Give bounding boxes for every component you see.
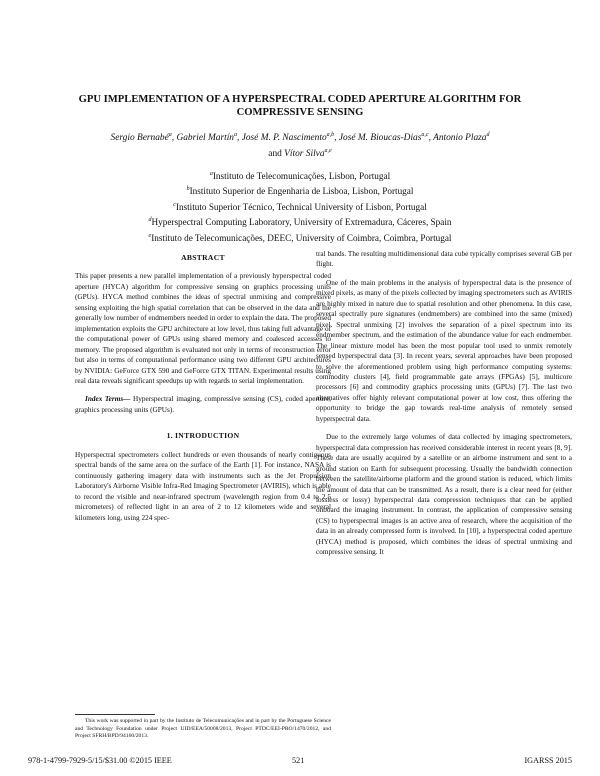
affiliation-item xyxy=(80,168,520,183)
affiliation-mark: d xyxy=(148,217,152,224)
affiliation-text: Instituto de Telecomunicações, Lisbon, Portugal xyxy=(212,171,391,182)
title-line-2: COMPRESSIVE SENSING xyxy=(236,107,364,118)
introduction-heading: 1. INTRODUCTION xyxy=(166,431,240,441)
affiliation-text: Hyperspectral Computing Laboratory, University of Extremadura, Cáceres, Spain xyxy=(151,217,452,228)
author-affil-mark: a,b xyxy=(326,132,335,138)
body-paragraph: Due to the extremely large volumes of data collected by imaging spectrometers, hyperspectral data compression has received considerable interest in recent years [8, 9]. These data are usually acquired by a satellite or an airborne instrument and sent to a ground station on Earth for subsequent processing. Usually the bandwidth connection between the satellite/airborne platform and the ground station is reduced, which limits the amount of data that can be transmitted. As a result, there is a clear need for (either lossless or lossy) hyperspectral data compression techniques that can be applied onboard the imaging instrument. In contrast, the application of compressive sensing (CS) to hyperspectral images is an active area of research, where the acquisition of the data in an already compressed form is involved. In [10], a hyperspectral coded aperture (HYCA) method is proposed, which combines the ideas of spectral unmixing and compressive sensing. It xyxy=(316,433,572,557)
affiliation-item xyxy=(80,183,520,198)
author-joiner: and xyxy=(268,149,282,160)
left-column xyxy=(75,253,331,523)
affiliation-mark: a xyxy=(209,171,213,177)
footnote: This work was supported in part by the Instituto de Telecomunicações and in part by the Portuguese Science and Technology Foundation under Project UID/EEA/50008/2013, Project PTDC/EEI-PRO/1470/2012, and Project SFRH/BPD/94160/2013. xyxy=(75,718,331,739)
affiliation-mark: e xyxy=(148,232,152,239)
author-affil-mark: a xyxy=(168,132,172,138)
body-paragraph: tral bands. The resulting multidimensional data cube typically comprises several GB per flight. xyxy=(316,250,572,269)
body-paragraph: One of the main problems in the analysis of hyperspectral data is the presence of mixed pixels, as many of the pixels collected by imaging spectrometers such as AVIRIS are highly mixed in nature due to spatial resolution and other phenomena. In this case, several spectrally pure signatures (endmembers) are combined into the same (mixed) pixel. Spectral unmixing [2] involves the separation of a pixel spectrum into its endmember spectrum, and the estimation of the abundance value for each endmember. The linear mixture model has been the most popular tool used to unmix remotely sensed hyperspectral data [3]. In recent years, several approaches have been proposed to solve the aforementioned problem using high performance computing systems: commodity clusters [4], field programmable gate arrays (FPGAs) [5], multicore processors [6] and commodity graphics processing units (GPUs) [7]. The last two alternatives offer highly relevant computational power at low cost, thus offering the opportunity to bridge the gap towards real-time analysis of remotely sensed hyperspectral data. xyxy=(316,278,572,423)
abstract-text: This paper presents a new parallel implementation of a previously hyperspectral coded aperture (HYCA) algorithm for compressive sensing on graphics processing units (GPUs). HYCA method combines the ideas of spectral unmixing and compressive sensing exploiting the high spatial correlation that can be observed in the data and the generally low number of endmembers needed in order to explain the data. The proposed implementation exploits the GPU architecture at low level, thus taking full advantage of the computational power of GPUs using shared memory and coalesced accesses to memory. The proposed algorithm is evaluated not only in terms of reconstruction error but also in terms of computational performance using two different GPU architectures by NVIDIA: GeForce GTX 590 and GeForce GTX TITAN. Experimental results using real data reveals significant speedups up with regards to serial implementation. xyxy=(75,272,331,385)
index-terms-label: Index Terms— xyxy=(85,395,131,404)
title-line-1: GPU IMPLEMENTATION OF A HYPERSPECTRAL CODED APERTURE ALGORITHM FOR xyxy=(78,94,522,105)
affiliation-item xyxy=(80,214,520,229)
author-affil-mark: a,e xyxy=(324,148,332,155)
footnote-divider xyxy=(75,714,155,715)
author-affil-mark: a xyxy=(234,132,237,138)
author-name: Vítor Silva xyxy=(284,149,325,160)
abstract-heading: ABSTRACT xyxy=(181,253,225,262)
affiliation-mark: c xyxy=(173,201,176,208)
affiliation-text: Instituto Superior de Engenharia de Lisboa, Lisbon, Portugal xyxy=(189,186,414,197)
author-name: Gabriel Martín xyxy=(176,133,234,144)
footer-conference: IGARSS 2015 xyxy=(524,756,572,765)
index-terms-text: Hyperspectral imaging, compressive sensing (CS), coded aperture, graphics processing units (GPUs). xyxy=(75,395,331,414)
author-line-1: Sergio Bernabé$^a$, Gabriel Martín$^a$, José M. P. Nascimento$^{a,b}$, José M. Bioucas-Dias$^{a,c}$, Antonio Plaza$^d$ xyxy=(110,132,490,144)
affiliation-text: Instituto Superior Técnico, Technical University of Lisbon, Portugal xyxy=(175,202,427,212)
affiliation-mark: b xyxy=(186,186,190,193)
author-affil-mark: d xyxy=(486,132,490,138)
affiliation-item xyxy=(80,230,520,245)
author-name: Sergio Bernabé xyxy=(110,133,169,144)
right-column xyxy=(316,249,572,558)
footer-page-number: 521 xyxy=(292,756,305,765)
index-terms xyxy=(75,394,331,415)
author-affil-mark: a,c xyxy=(421,132,429,138)
affiliation-text: Instituto de Telecomunicações, DEEC, University of Coimbra, Coimbra, Portugal xyxy=(151,232,452,243)
introduction-paragraph: Hyperspectral spectrometers collect hundreds or even thousands of nearly contiguous spectral bands of the same area on the surface of the Earth [1]. For instance, NASA is continuously gathering imagery data with instruments such as the Jet Propulsion Laboratory's Airborne Visible Infra-Red Imaging Spectrometer (AVIRIS), which is able to record the visible and near-infrared spectrum (wavelength region from 0.4 to 2.5 micrometers) of reflected light in an area of 2 to 12 kilometers wide and several kilometers long, using 224 spec- xyxy=(75,450,331,522)
footer-isbn: 978-1-4799-7929-5/15/$31.00 ©2015 IEEE xyxy=(28,756,172,765)
affiliation-list xyxy=(80,168,520,245)
author-list xyxy=(40,129,560,161)
author-name: José M. Bioucas-Dias xyxy=(338,133,422,144)
section-gap xyxy=(75,415,331,425)
author-name: Antonio Plaza xyxy=(433,133,487,144)
paper-title xyxy=(40,93,560,119)
affiliation-item xyxy=(80,199,520,214)
author-name: José M. P. Nascimento xyxy=(241,133,327,144)
author-line-2 xyxy=(40,145,560,161)
